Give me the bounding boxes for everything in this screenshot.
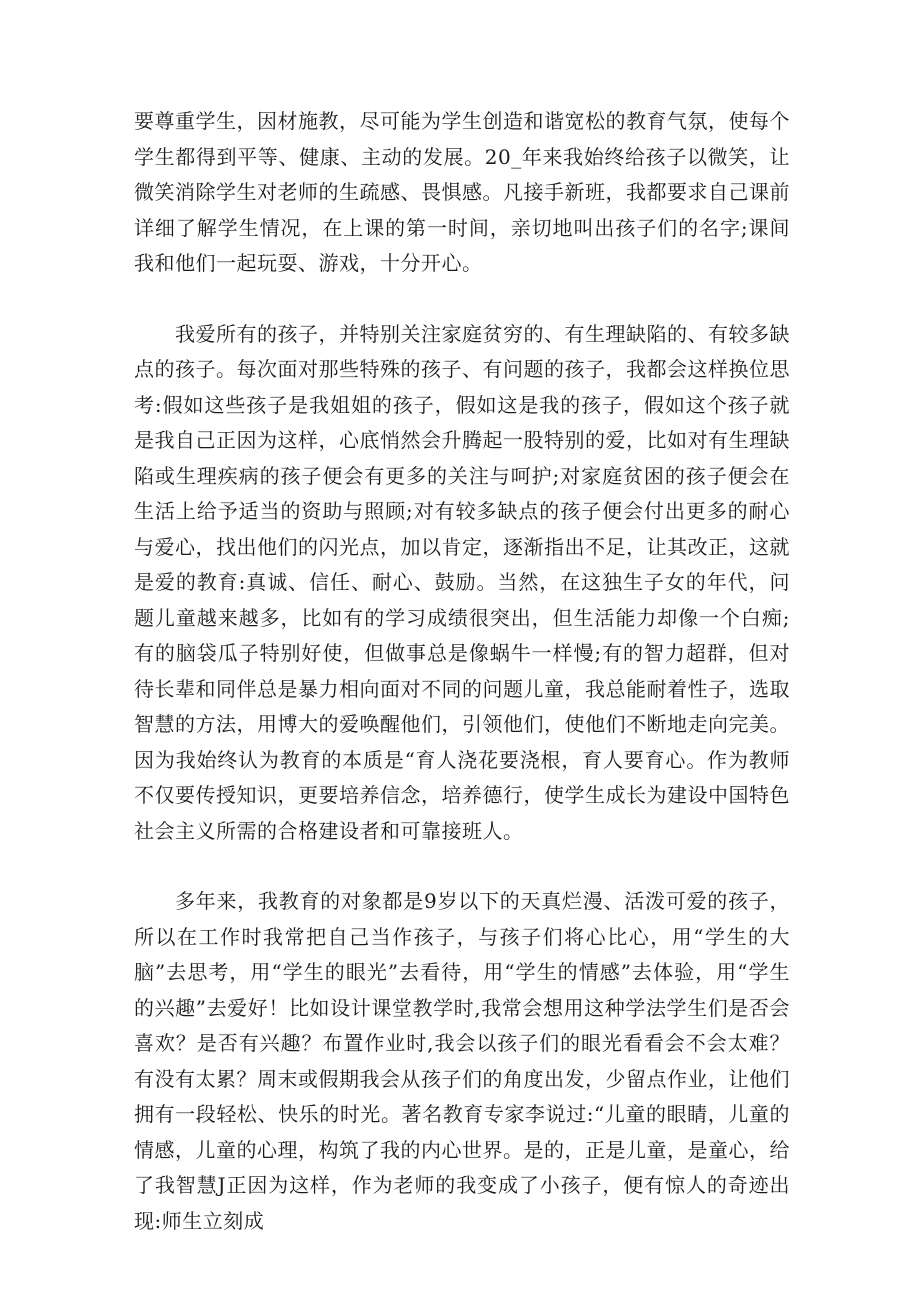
paragraph-2: 我爱所有的孩子，并特别关注家庭贫穷的、有生理缺陷的、有较多缺点的孩子。每次面对那些特殊的孩子、有问题的孩子，我都会这样换位思考:假如这些孩子是我姐姐的孩子，假如这是我的孩子，假如这个孩子就是我自己正因为这样，心底悄然会升腾起一股特别的爱，比如对有生理缺陷或生理疾病的孩子便会有更多的关注与呵护;对家庭贫困的孩子便会在生活上给予适当的资助与照顾;对有较多缺点的孩子便会付出更多的耐心与爱心，找出他们的闪光点，加以肯定，逐渐指出不足，让其改正，这就是爱的教育:真诚、信任、耐心、鼓励。当然，在这独生子女的年代，问题儿童越来越多，比如有的学习成绩很突出，但生活能力却像一个白痴;有的脑袋瓜子特别好使，但做事总是像蜗牛一样慢;有的智力超群，但对待长辈和同伴总是暴力相向面对不同的问题儿童，我总能耐着性子，选取智慧的方法，用博大的爱唤醒他们，引领他们，使他们不断地走向完美。因为我始终认为教育的本质是“育人浇花要浇根，育人要育心。作为教师不仅要传授知识，更要培养信念，培养德行，使学生成长为建设中国特色社会主义所需的合格建设者和可靠接班人。 [134, 321, 790, 843]
paragraph-3: 多年来，我教育的对象都是9岁以下的天真烂漫、活泼可爱的孩子，所以在工作时我常把自己当作孩子，与孩子们将心比心，用“学生的大脑”去思考，用“学生的眼光”去看待，用“学生的情感”去体验，用“学生的兴趣”去爱好！比如设计课堂教学时,我常会想用这种学法学生们是否会喜欢？是否有兴趣？布置作业时,我会以孩子们的眼光看看会不会太难？有没有太累？周末或假期我会从孩子们的角度出发，少留点作业，让他们拥有一段轻松、快乐的时光。著名教育专家李说过:“儿童的眼睛，儿童的情感，儿童的心理，构筑了我的内心世界。是的，正是儿童，是童心，给了我智慧J正因为这样，作为老师的我变成了小孩子，便有惊人的奇迹出现:师生立刻成 [134, 889, 790, 1233]
paragraph-1: 要尊重学生，因材施教，尽可能为学生创造和谐宽松的教育气氛，使每个学生都得到平等、健康、主动的发展。20_年来我始终给孩子以微笑，让微笑消除学生对老师的生疏感、畏惧感。凡接手新班，我都要求自己课前详细了解学生情况，在上课的第一时间，亲切地叫出孩子们的名字;课间我和他们一起玩耍、游戏，十分开心。 [134, 109, 790, 275]
